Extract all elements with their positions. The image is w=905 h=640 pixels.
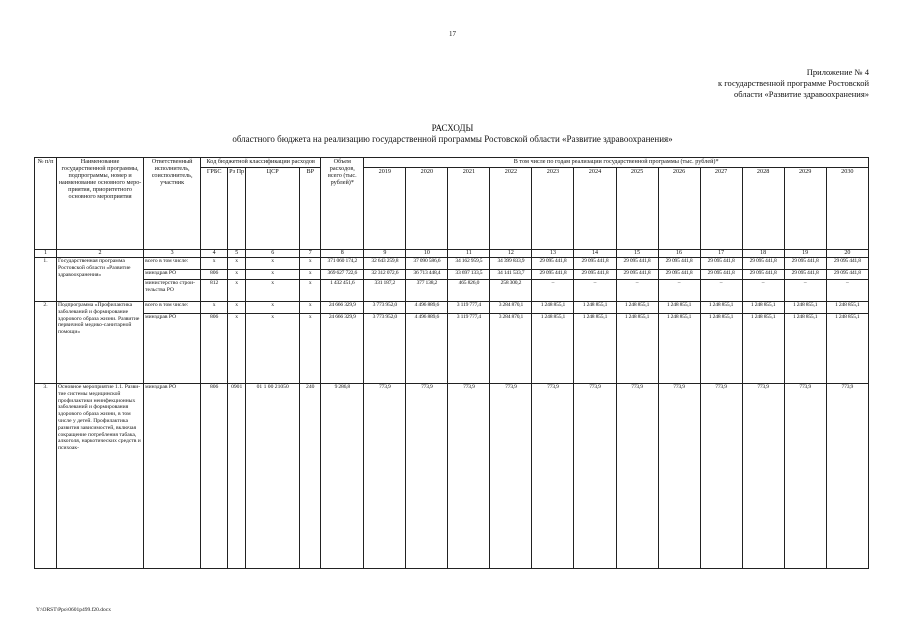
year-value-cell: 1 248 855,1 xyxy=(574,314,616,384)
year-value-cell: 1 248 855,1 xyxy=(700,314,742,384)
appendix-line-3: области «Развитие здравоохранения» xyxy=(733,89,869,99)
year-value-cell: 377 138,2 xyxy=(406,280,448,302)
total-cell: 371 060 174,2 xyxy=(321,258,364,270)
year-value-cell: 29 095 441,8 xyxy=(784,270,826,280)
year-value-cell: 3 773 952,0 xyxy=(364,302,406,314)
year-value-cell: 1 248 855,1 xyxy=(532,302,574,314)
header-total: Объем расходов, всего (тыс. рублей)* xyxy=(321,158,364,250)
year-value-cell: 773,9 xyxy=(616,384,658,569)
rzpr-cell: x xyxy=(228,302,246,314)
csr-cell: x xyxy=(246,280,300,302)
page-number: 17 xyxy=(449,30,456,38)
year-value-cell: – xyxy=(700,280,742,302)
total-cell: 1 432 451,6 xyxy=(321,280,364,302)
header-year-2027: 2027 xyxy=(700,168,742,250)
header-responsible: Ответственный исполнитель, соисполнитель, участник xyxy=(144,158,201,250)
year-value-cell: 29 095 441,8 xyxy=(616,270,658,280)
row-name: Государственная программа Ростовской области «Развитие здравоохранения» xyxy=(57,258,144,302)
year-value-cell: 773,9 xyxy=(364,384,406,569)
table-row xyxy=(35,270,869,280)
header-year-2029: 2029 xyxy=(784,168,826,250)
year-value-cell: 1 248 855,1 xyxy=(616,302,658,314)
year-value-cell: – xyxy=(826,280,868,302)
row-name: Основное мероприятие 1.1. Развитие системы медицинской профилактики неинфекционных заболеваний и формирования здорового образа жизни, в том числе у детей. Профилактика развития зависимостей, включая сокращение потребления табака, алкоголя, наркотических средств и психоак- xyxy=(57,384,144,569)
table-row xyxy=(35,302,869,314)
rzpr-cell: 0901 xyxy=(228,384,246,569)
year-value-cell: 1 248 855,1 xyxy=(616,314,658,384)
row-number: 2. xyxy=(35,302,57,384)
vr-cell: 240 xyxy=(300,384,321,569)
header-grbs: ГРБС xyxy=(201,168,228,250)
row-number: 3. xyxy=(35,384,57,569)
grbs-cell: x xyxy=(201,258,228,270)
grbs-cell: x xyxy=(201,302,228,314)
appendix-header xyxy=(639,67,869,100)
file-path-footer: Y:\ORST\Ppo\0601p499.f20.docx xyxy=(36,607,111,613)
year-value-cell: 34 162 959,5 xyxy=(448,258,490,270)
rzpr-cell: x xyxy=(228,280,246,302)
column-number: 18 xyxy=(742,250,784,258)
table-row xyxy=(35,314,869,384)
rzpr-cell: x xyxy=(228,314,246,384)
header-rzpr: Рз Пр xyxy=(228,168,246,250)
year-value-cell: 773,9 xyxy=(490,384,532,569)
column-number: 4 xyxy=(201,250,228,258)
responsible-cell: министерство строительства РО xyxy=(144,280,201,302)
rzpr-cell: x xyxy=(228,270,246,280)
column-number: 12 xyxy=(490,250,532,258)
responsible-cell: минздрав РО xyxy=(144,384,201,569)
column-number: 13 xyxy=(532,250,574,258)
expenses-table xyxy=(34,157,869,569)
header-year-2030: 2030 xyxy=(826,168,868,250)
header-year-2021: 2021 xyxy=(448,168,490,250)
year-value-cell: 29 095 441,8 xyxy=(742,258,784,270)
header-name: Наименование государственной программы, подпрограммы, номер и наименование основного мероприятия, приоритетного основного мероприятия xyxy=(57,158,144,250)
responsible-cell: минздрав РО xyxy=(144,270,201,280)
title-line-1: РАСХОДЫ xyxy=(431,123,474,133)
column-number: 10 xyxy=(406,250,448,258)
year-value-cell: 1 248 855,1 xyxy=(784,314,826,384)
year-value-cell: 3 284 870,1 xyxy=(490,302,532,314)
vr-cell: x xyxy=(300,302,321,314)
responsible-cell: минздрав РО xyxy=(144,314,201,384)
csr-cell: x xyxy=(246,302,300,314)
column-number: 15 xyxy=(616,250,658,258)
vr-cell: x xyxy=(300,314,321,384)
year-value-cell: 1 248 855,1 xyxy=(574,302,616,314)
year-value-cell: 34 399 833,9 xyxy=(490,258,532,270)
total-cell: 9 286,8 xyxy=(321,384,364,569)
grbs-cell: 806 xyxy=(201,384,228,569)
appendix-line-2: к государственной программе Ростовской xyxy=(717,78,869,88)
year-value-cell: 773,9 xyxy=(406,384,448,569)
rzpr-cell: x xyxy=(228,258,246,270)
year-value-cell: 29 095 441,8 xyxy=(784,258,826,270)
year-value-cell: 1 248 855,1 xyxy=(658,302,700,314)
column-number: 19 xyxy=(784,250,826,258)
header-vr: ВР xyxy=(300,168,321,250)
year-value-cell: 773,9 xyxy=(700,384,742,569)
column-number: 3 xyxy=(144,250,201,258)
year-value-cell: 3 284 870,1 xyxy=(490,314,532,384)
year-value-cell: 773,9 xyxy=(448,384,490,569)
column-number: 17 xyxy=(700,250,742,258)
year-value-cell: 773,9 xyxy=(826,384,868,569)
year-value-cell: 29 095 441,8 xyxy=(532,270,574,280)
year-value-cell: 36 713 448,4 xyxy=(406,270,448,280)
header-year-2028: 2028 xyxy=(742,168,784,250)
year-value-cell: 1 248 855,1 xyxy=(742,314,784,384)
year-value-cell: 1 248 855,1 xyxy=(784,302,826,314)
column-number: 14 xyxy=(574,250,616,258)
header-year-2020: 2020 xyxy=(406,168,448,250)
year-value-cell: 773,9 xyxy=(742,384,784,569)
table-row xyxy=(35,384,869,569)
year-value-cell: 1 248 855,1 xyxy=(826,302,868,314)
year-value-cell: 29 095 441,8 xyxy=(532,258,574,270)
column-number: 20 xyxy=(826,250,868,258)
year-value-cell: 773,9 xyxy=(658,384,700,569)
header-csr: ЦСР xyxy=(246,168,300,250)
column-number: 6 xyxy=(246,250,300,258)
year-value-cell: 34 141 533,7 xyxy=(490,270,532,280)
table-row xyxy=(35,280,869,302)
year-value-cell: 33 697 133,5 xyxy=(448,270,490,280)
year-value-cell: – xyxy=(574,280,616,302)
header-years-group: В том числе по годам реализации государственной программы (тыс. рублей)* xyxy=(364,158,869,168)
year-value-cell: – xyxy=(616,280,658,302)
grbs-cell: 812 xyxy=(201,280,228,302)
year-value-cell: 3 773 952,0 xyxy=(364,314,406,384)
header-year-2022: 2022 xyxy=(490,168,532,250)
year-value-cell: 1 248 855,1 xyxy=(826,314,868,384)
responsible-cell: всего в том числе: xyxy=(144,258,201,270)
year-value-cell: 29 095 441,8 xyxy=(616,258,658,270)
year-value-cell: 4 496 889,6 xyxy=(406,302,448,314)
row-name: Подпрограмма «Профилактика заболеваний и формирование здорового образа жизни. Развитие первичной медико-санитарной помощи» xyxy=(57,302,144,384)
year-value-cell: 773,9 xyxy=(574,384,616,569)
csr-cell: x xyxy=(246,258,300,270)
column-number: 2 xyxy=(57,250,144,258)
grbs-cell: 806 xyxy=(201,314,228,384)
year-value-cell: 32 643 259,8 xyxy=(364,258,406,270)
column-number: 8 xyxy=(321,250,364,258)
year-value-cell: 3 119 777,4 xyxy=(448,314,490,384)
responsible-cell: всего в том числе: xyxy=(144,302,201,314)
year-value-cell: 258 300,2 xyxy=(490,280,532,302)
year-value-cell: 29 095 441,8 xyxy=(826,258,868,270)
vr-cell: x xyxy=(300,280,321,302)
year-value-cell: 4 496 889,6 xyxy=(406,314,448,384)
total-cell: 24 666 329,9 xyxy=(321,302,364,314)
year-value-cell: 29 095 441,8 xyxy=(658,258,700,270)
vr-cell: x xyxy=(300,270,321,280)
header-year-2023: 2023 xyxy=(532,168,574,250)
table-row xyxy=(35,258,869,270)
year-value-cell: 29 095 441,8 xyxy=(742,270,784,280)
year-value-cell: 773,9 xyxy=(532,384,574,569)
csr-cell: x xyxy=(246,314,300,384)
year-value-cell: 1 248 855,1 xyxy=(700,302,742,314)
year-value-cell: – xyxy=(742,280,784,302)
year-value-cell: 32 312 072,6 xyxy=(364,270,406,280)
column-number: 7 xyxy=(300,250,321,258)
row-number: 1. xyxy=(35,258,57,302)
column-number: 5 xyxy=(228,250,246,258)
year-value-cell: – xyxy=(532,280,574,302)
year-value-cell: 29 095 441,8 xyxy=(700,270,742,280)
header-num: № п/п xyxy=(35,158,57,250)
year-value-cell: 37 090 586,6 xyxy=(406,258,448,270)
year-value-cell: 1 248 855,1 xyxy=(658,314,700,384)
column-number: 16 xyxy=(658,250,700,258)
header-code-group: Код бюджетной классификации расходов xyxy=(201,158,321,168)
year-value-cell: 331 187,2 xyxy=(364,280,406,302)
title-line-2: областного бюджета на реализацию государственной программы Ростовской области «Развитие здравоохранения» xyxy=(232,134,673,144)
column-number: 1 xyxy=(35,250,57,258)
vr-cell: x xyxy=(300,258,321,270)
column-number: 9 xyxy=(364,250,406,258)
header-year-2019: 2019 xyxy=(364,168,406,250)
csr-cell: x xyxy=(246,270,300,280)
year-value-cell: 465 826,0 xyxy=(448,280,490,302)
column-number: 11 xyxy=(448,250,490,258)
document-title xyxy=(0,123,905,145)
year-value-cell: – xyxy=(658,280,700,302)
csr-cell: 01 1 00 21050 xyxy=(246,384,300,569)
year-value-cell: 773,9 xyxy=(784,384,826,569)
grbs-cell: 806 xyxy=(201,270,228,280)
year-value-cell: 29 095 441,8 xyxy=(658,270,700,280)
year-value-cell: 29 095 441,8 xyxy=(826,270,868,280)
year-value-cell: 1 248 855,1 xyxy=(532,314,574,384)
year-value-cell: 1 248 855,1 xyxy=(742,302,784,314)
year-value-cell: 29 095 441,8 xyxy=(574,270,616,280)
year-value-cell: – xyxy=(784,280,826,302)
year-value-cell: 3 119 777,4 xyxy=(448,302,490,314)
header-year-2026: 2026 xyxy=(658,168,700,250)
total-cell: 24 666 329,9 xyxy=(321,314,364,384)
total-cell: 369 627 722,6 xyxy=(321,270,364,280)
year-value-cell: 29 095 441,8 xyxy=(700,258,742,270)
header-year-2025: 2025 xyxy=(616,168,658,250)
header-year-2024: 2024 xyxy=(574,168,616,250)
appendix-line-1: Приложение № 4 xyxy=(806,67,869,77)
year-value-cell: 29 095 441,8 xyxy=(574,258,616,270)
